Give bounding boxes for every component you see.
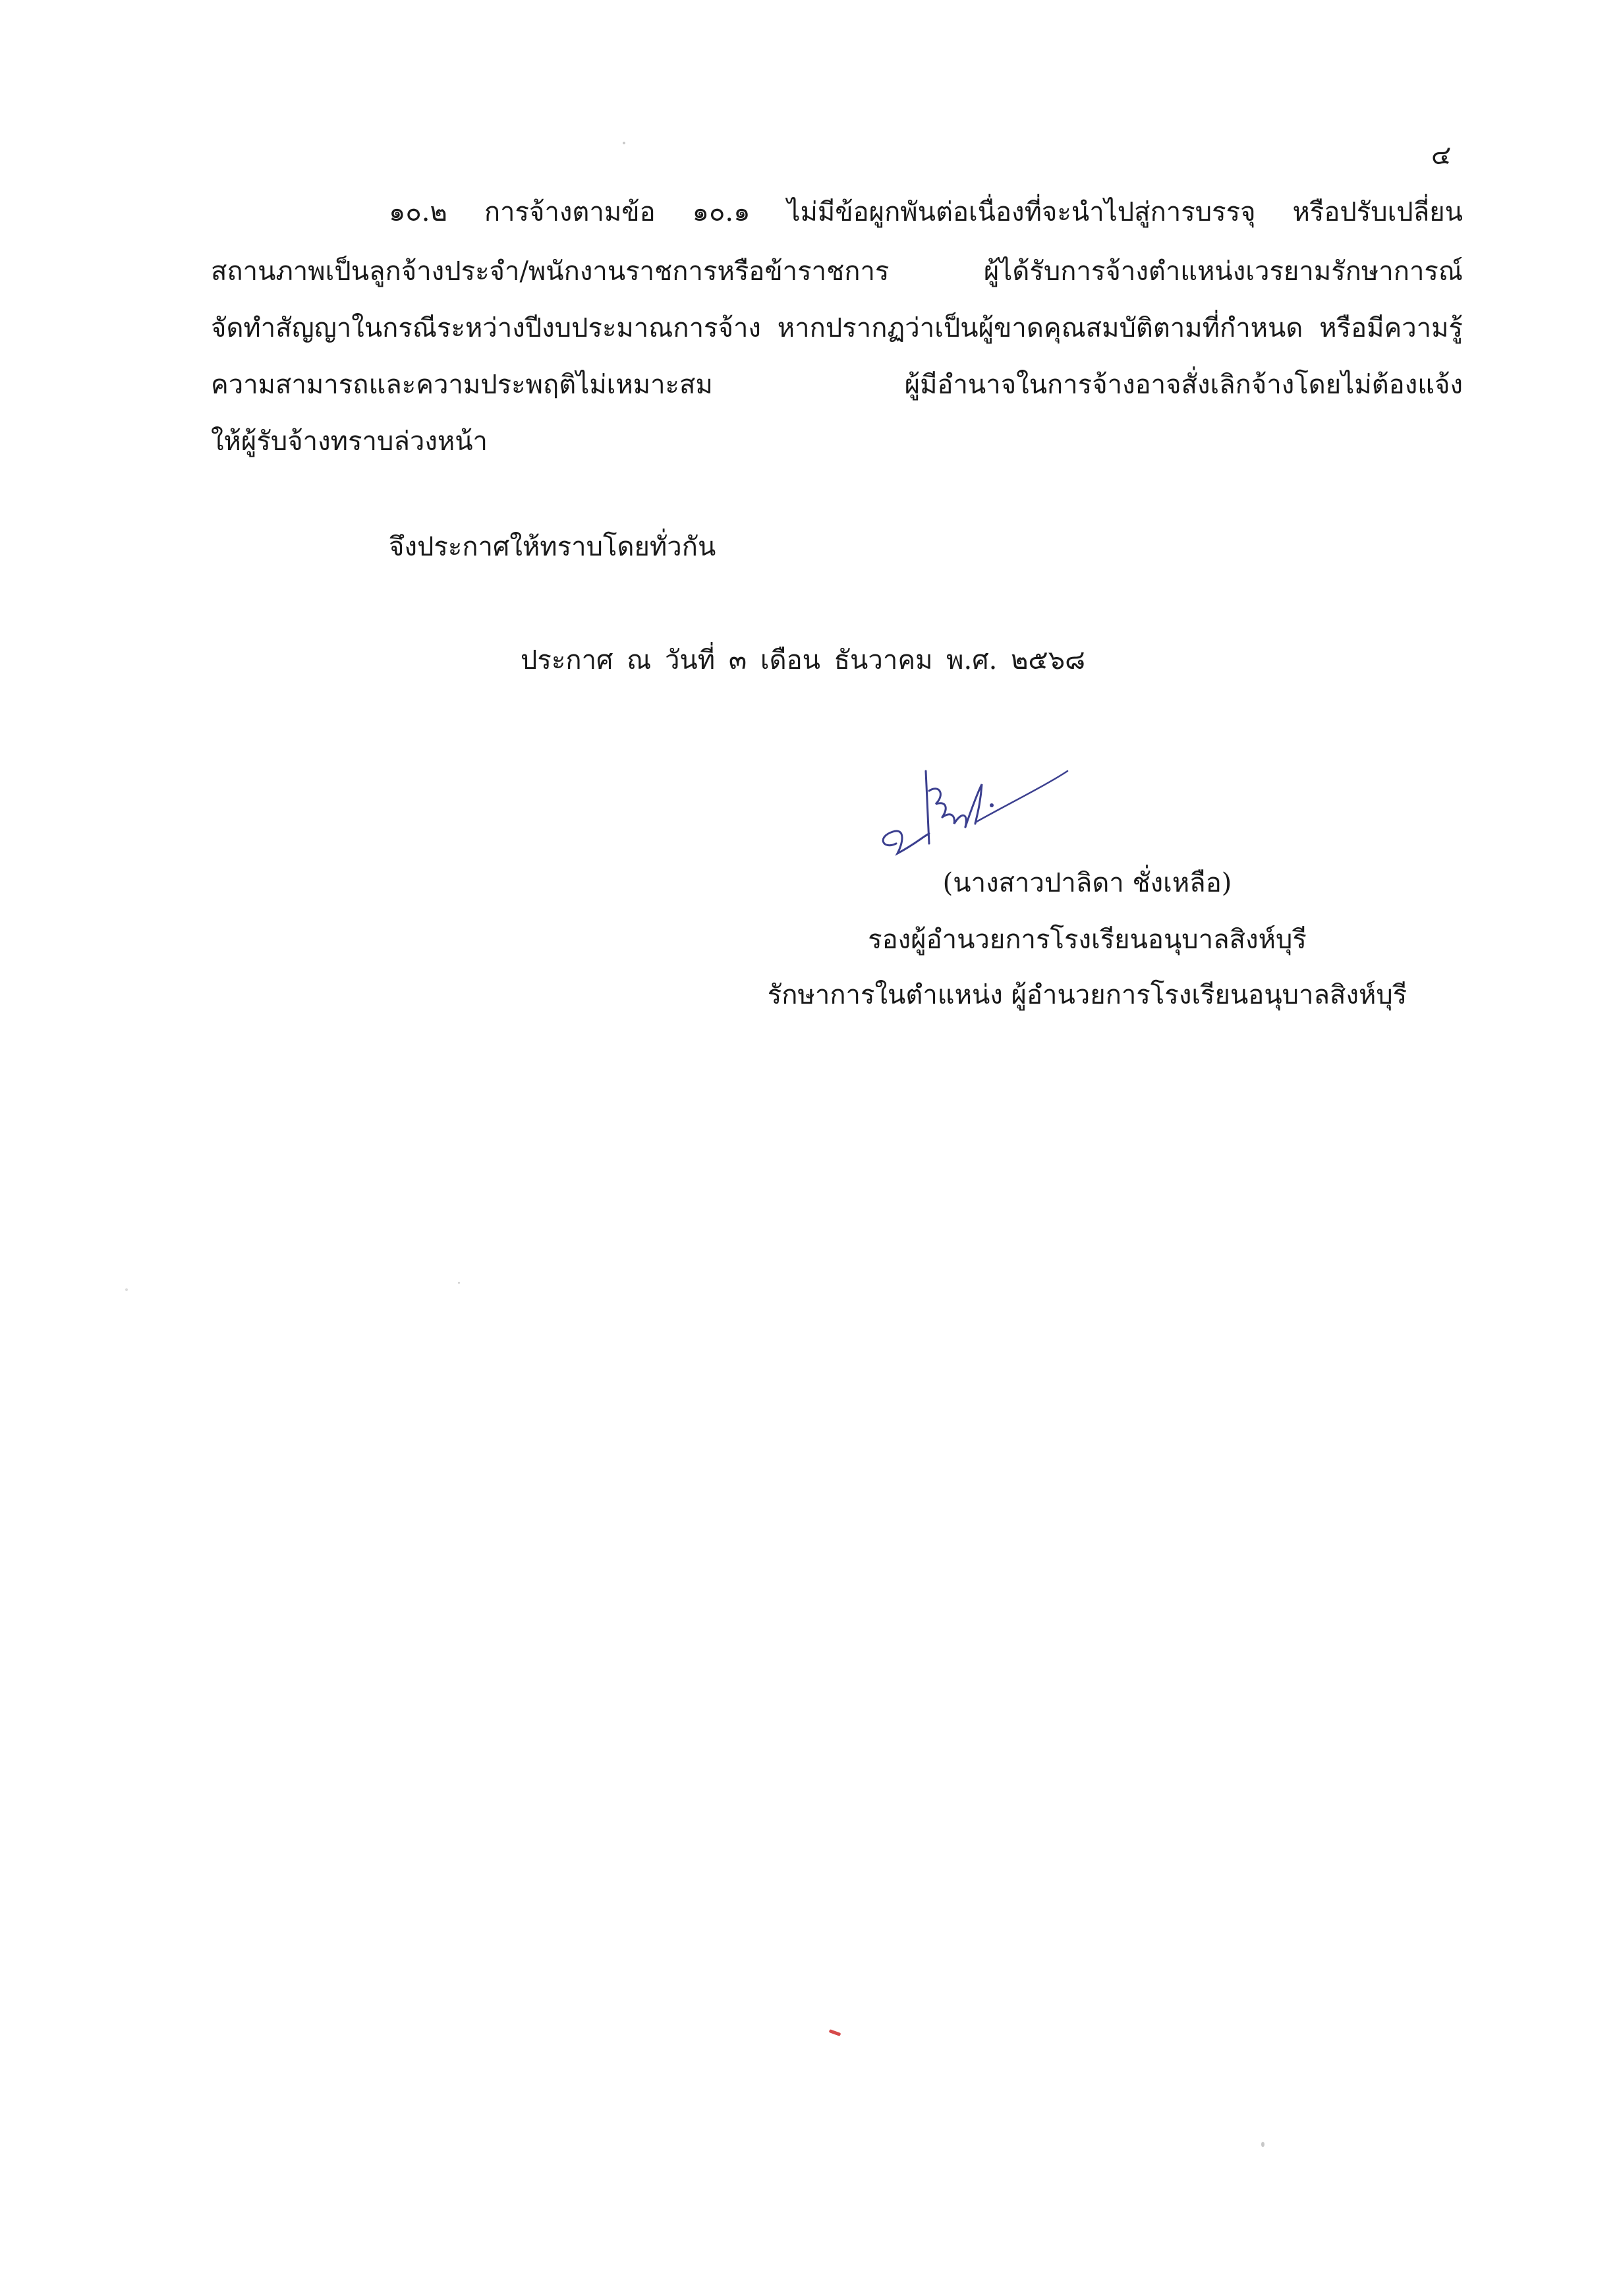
scan-speck [623, 142, 625, 144]
announcement: จึงประกาศให้ทราบโดยทั่วกัน [389, 532, 716, 562]
scan-speck [125, 1288, 128, 1291]
signatory-acting-position: รักษาการในตำแหน่ง ผู้อำนวยการโรงเรียนอนุบาลสิงห์บุรี [767, 980, 1407, 1010]
clause-line: สถานภาพเป็นลูกจ้างประจำ/พนักงานราชการหรือข้าราชการ ผู้ได้รับการจ้างตำแหน่งเวรยามรักษาการณ์ [211, 256, 1463, 287]
clause-line: จัดทำสัญญาในกรณีระหว่างปีงบประมาณการจ้าง หากปรากฏว่าเป็นผู้ขาดคุณสมบัติตามที่กำหนด หรือมีความรู้ [211, 313, 1463, 343]
clause-line: ความสามารถและความประพฤติไม่เหมาะสม ผู้มีอำนาจในการจ้างอาจสั่งเลิกจ้างโดยไม่ต้องแจ้ง [211, 370, 1463, 400]
handwritten-signature [857, 745, 1081, 863]
scan-speck [1261, 2142, 1264, 2147]
signatory-position: รองผู้อำนวยการโรงเรียนอนุบาลสิงห์บุรี [868, 925, 1307, 955]
scan-speck [458, 1282, 460, 1284]
clause-line: ๑๐.๒ การจ้างตามข้อ ๑๐.๑ ไม่มีข้อผูกพันต่อเนื่องที่จะนำไปสู่การบรรจุ หรือปรับเปลี่ยน [389, 197, 1463, 227]
announcement-date: ประกาศ ณ วันที่ ๓ เดือน ธันวาคม พ.ศ. ๒๕๖๘ [521, 645, 1085, 675]
page-number: ๔ [1431, 140, 1452, 171]
clause-line: ให้ผู้รับจ้างทราบล่วงหน้า [211, 426, 488, 457]
signatory-name: (นางสาวปาลิดา ชั่งเหลือ) [942, 868, 1232, 898]
scan-speck [829, 2029, 841, 2036]
